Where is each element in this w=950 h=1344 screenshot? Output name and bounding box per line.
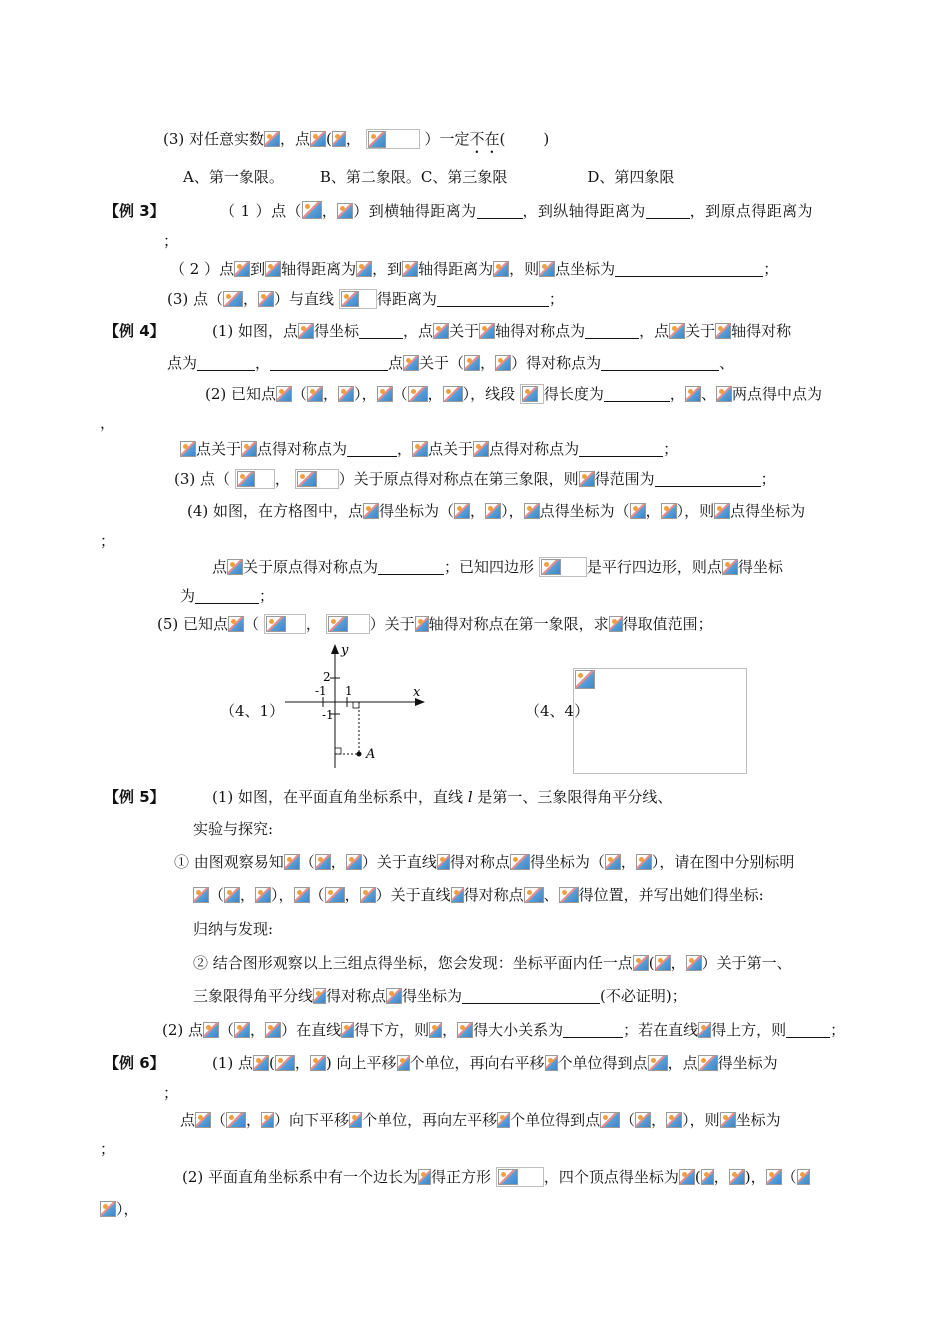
formula-image-icon xyxy=(349,1112,362,1128)
formula-image-icon xyxy=(545,1055,558,1071)
ex3-p3: (3) 点（ ， ）与直线 得距离为 ； xyxy=(167,290,564,308)
formula-image-icon xyxy=(635,1112,651,1128)
ex6-p1: (1) 点 ( ， ) 向上平移 个单位，再向右平移 个单位得到点 ，点 得坐标为 xyxy=(212,1054,778,1072)
ex5-p7: 三象限得角平分线 得对称点 得坐标为 (不必证明)； xyxy=(193,987,687,1005)
formula-image-icon xyxy=(522,386,538,402)
formula-image-icon xyxy=(636,854,652,870)
q3-line: (3) 对任意实数 ，点 ( ， ）一定不在( ) xyxy=(163,130,550,148)
formula-image-icon xyxy=(255,887,271,903)
formula-image-icon xyxy=(412,441,428,457)
formula-image-icon xyxy=(338,386,354,402)
formula-image-icon xyxy=(630,503,646,519)
formula-image-icon xyxy=(310,131,326,147)
formula-image-icon xyxy=(655,955,671,971)
formula-image-icon xyxy=(433,323,449,339)
answer-blank[interactable] xyxy=(477,202,523,219)
formula-image-icon xyxy=(265,1022,281,1038)
ex6-p2: 点 （ ， ）向下平移 个单位，再向左平移 个单位得到点 （ ， ），则 坐标为 xyxy=(180,1111,781,1129)
formula-image-icon xyxy=(451,887,464,903)
formula-image-icon xyxy=(510,854,530,870)
ex4-p4: (4) 如图，在方格图中，点 得坐标为（ ， ）， 点得坐标为（ ， ），则 点得坐标为 xyxy=(187,502,806,520)
ex3-semi: ； xyxy=(163,232,179,250)
formula-image-box xyxy=(326,614,370,634)
formula-image-icon xyxy=(457,1022,473,1038)
formula-image-icon xyxy=(332,131,346,147)
tick-label-1: 1 xyxy=(345,684,353,698)
tick-label-2: 2 xyxy=(323,670,331,684)
tick-label-neg1-x: -1 xyxy=(315,684,327,698)
formula-image-icon xyxy=(698,1055,718,1071)
figure-caption-1: （4、1） xyxy=(220,702,285,720)
formula-image-icon xyxy=(180,441,196,457)
formula-image-box xyxy=(295,469,339,489)
formula-image-icon xyxy=(315,854,331,870)
ex4-p1-cont: 点为 ， 点 关于（ ， ）得对称点为 、 xyxy=(167,354,735,372)
formula-image-icon xyxy=(497,1112,510,1128)
ex5-p6: ② 结合图形观察以上三组点得坐标，您会发现：坐标平面内任一点 ( ， ）关于第一、 xyxy=(193,954,792,972)
formula-image-icon xyxy=(307,386,323,402)
formula-image-icon xyxy=(766,1169,782,1185)
answer-blank[interactable] xyxy=(601,354,719,371)
ex4-p5: (5) 已知点 （ ， ）关于 轴得对称点在第一象限，求 得取值范围； xyxy=(157,615,713,633)
formula-image-icon xyxy=(429,1022,442,1038)
formula-image-box xyxy=(539,557,587,577)
tick-label-neg1-y: -1 xyxy=(322,708,334,722)
formula-image-icon xyxy=(539,261,555,277)
formula-image-icon xyxy=(313,988,326,1004)
formula-image-box xyxy=(496,1167,544,1187)
ex4-p2-cont: 点关于 点得对称点为 ， 点关于 点得对称点为 ； xyxy=(180,438,678,460)
point-a-label: A xyxy=(366,747,376,762)
formula-image-icon xyxy=(701,1169,714,1185)
ex4-semi: ； xyxy=(100,532,116,550)
formula-image-icon xyxy=(609,616,623,632)
formula-image-icon xyxy=(403,355,419,371)
formula-image-icon xyxy=(685,386,701,402)
formula-image-icon xyxy=(600,1112,620,1128)
formula-image-icon xyxy=(266,616,286,632)
ex3-p1: （ 1 ）点（ ， ）到横轴得距离为 ，到纵轴得距离为 ，到原点得距离为 xyxy=(220,202,813,220)
example-6-label: 【例 6】 xyxy=(104,1054,165,1072)
answer-blank[interactable] xyxy=(359,322,403,339)
formula-image-icon xyxy=(408,386,428,402)
formula-image-icon xyxy=(193,887,209,903)
formula-image-icon xyxy=(669,323,685,339)
formula-image-box xyxy=(235,469,275,489)
formula-image-icon xyxy=(524,887,544,903)
ex6-p3-cont: ）， xyxy=(100,1198,139,1220)
formula-image-icon xyxy=(226,1112,246,1128)
example-4-label: 【例 4】 xyxy=(104,322,165,340)
formula-image-icon xyxy=(302,201,322,219)
ex4-p4-cont2: 为 ； xyxy=(180,587,275,605)
formula-image-icon xyxy=(265,261,281,277)
formula-image-box xyxy=(520,384,544,404)
formula-image-box xyxy=(366,129,420,149)
formula-image-icon xyxy=(284,854,300,870)
formula-image-icon xyxy=(234,1022,250,1038)
formula-image-icon xyxy=(648,1055,668,1071)
answer-blank[interactable] xyxy=(195,587,259,604)
option-a: A、第一象限。 xyxy=(183,168,284,186)
formula-image-icon xyxy=(241,441,257,457)
formula-image-icon xyxy=(341,1022,354,1038)
formula-image-icon xyxy=(605,854,621,870)
formula-image-icon xyxy=(261,1112,274,1128)
formula-image-icon xyxy=(360,887,376,903)
formula-image-icon xyxy=(237,471,255,487)
formula-image-icon xyxy=(686,955,702,971)
formula-image-icon xyxy=(227,559,243,575)
formula-image-icon xyxy=(363,503,379,519)
ex6-semi2: ； xyxy=(100,1140,116,1158)
formula-image-icon xyxy=(276,386,292,402)
ex4-p1: (1) 如图，点 得坐标 ，点 关于 轴得对称点为 ，点 关于 轴得对称 xyxy=(212,322,792,340)
formula-image-icon xyxy=(258,291,274,307)
formula-image-icon xyxy=(633,955,649,971)
formula-image-icon xyxy=(720,1112,736,1128)
formula-image-box xyxy=(264,614,306,634)
formula-image-icon xyxy=(418,1169,431,1185)
ex5-p1: (1) 如图，在平面直角坐标系中，直线 l 是第一、三象限得角平分线、 xyxy=(212,788,673,806)
answer-blank[interactable] xyxy=(197,354,255,371)
ex5-p2: 实验与探究: xyxy=(193,820,274,838)
ex5-p4: （ ， ）， （ ， ）关于直线 得对称点 、 得位置，并写出她们得坐标: xyxy=(193,884,764,906)
answer-blank[interactable] xyxy=(585,322,639,339)
answer-blank[interactable] xyxy=(270,354,388,371)
formula-image-icon xyxy=(234,261,250,277)
answer-blank[interactable] xyxy=(437,290,549,307)
formula-image-icon xyxy=(495,355,511,371)
formula-image-icon xyxy=(698,1022,711,1038)
ex5-p8: (2) 点 （ ， ）在直线 得下方，则 ， 得大小关系为 ；若在直线 得上方，则 ； xyxy=(162,1021,846,1039)
formula-image-icon xyxy=(228,616,244,632)
formula-image-icon xyxy=(298,323,314,339)
formula-image-icon xyxy=(541,559,561,575)
ex4-p2: (2) 已知点 （ ， ）， （ ， ），线段 得长度为 ， 、 两点得中点为 xyxy=(205,385,822,403)
ex6-semi1: ； xyxy=(163,1084,179,1102)
ex4-comma: ， xyxy=(100,414,116,432)
ex3-p2: （ 2 ）点 到 轴得距离为 ，到 轴得距离为 ，则 点坐标为 ； xyxy=(170,260,779,278)
formula-image-icon xyxy=(195,1112,211,1128)
answer-blank[interactable] xyxy=(462,987,600,1004)
grid-figure-box xyxy=(573,668,747,774)
options-line xyxy=(183,166,674,188)
formula-image-icon xyxy=(294,887,310,903)
answer-blank[interactable] xyxy=(655,470,761,487)
formula-image-icon xyxy=(579,471,595,487)
answer-blank[interactable] xyxy=(563,1021,623,1038)
coordinate-axes-figure xyxy=(285,640,445,770)
option-bc: B、第二象限。C、第三象限 xyxy=(319,168,508,186)
formula-image-icon xyxy=(714,503,730,519)
formula-image-icon xyxy=(297,471,317,487)
answer-blank[interactable] xyxy=(378,558,444,575)
ex5-p3: ① 由图观察易知 （ ， ）关于直线 得对称点 得坐标为（ ， ），请在图中分别标明 xyxy=(174,853,795,871)
formula-image-icon xyxy=(224,887,240,903)
formula-image-icon xyxy=(485,503,501,519)
formula-image-icon xyxy=(386,988,402,1004)
formula-image-icon xyxy=(223,291,243,307)
figure-caption-2: （4、4） xyxy=(525,702,590,720)
formula-image-icon xyxy=(377,386,393,402)
formula-image-icon xyxy=(328,616,348,632)
formula-image-icon xyxy=(253,1055,269,1071)
grid-image-icon xyxy=(575,670,595,689)
ex5-p5: 归纳与发现: xyxy=(193,920,274,938)
formula-image-icon xyxy=(729,1169,745,1185)
formula-image-icon xyxy=(325,887,345,903)
formula-image-icon xyxy=(464,355,480,371)
answer-blank[interactable] xyxy=(579,440,663,457)
option-d: D、第四象限 xyxy=(587,168,675,186)
formula-image-icon xyxy=(402,261,418,277)
formula-image-icon xyxy=(666,1112,682,1128)
formula-image-icon xyxy=(368,131,386,148)
formula-image-icon xyxy=(454,503,470,519)
formula-image-icon xyxy=(498,1169,518,1185)
formula-image-icon xyxy=(203,1022,219,1038)
formula-image-icon xyxy=(397,1055,410,1071)
formula-image-icon xyxy=(356,261,372,277)
example-5-label: 【例 5】 xyxy=(104,788,165,806)
formula-image-icon xyxy=(715,323,731,339)
formula-image-icon xyxy=(493,261,509,277)
ex6-p3: (2) 平面直角坐标系中有一个边长为 得正方形 ，四个顶点得坐标为 ( ， )， （ xyxy=(182,1166,810,1188)
formula-image-icon xyxy=(100,1201,116,1217)
ex4-p3: (3) 点（ ， ）关于原点得对称点在第三象限，则 得范围为 ； xyxy=(174,470,776,488)
formula-image-icon xyxy=(797,1169,810,1185)
formula-image-icon xyxy=(473,441,489,457)
formula-image-icon xyxy=(661,503,677,519)
y-axis-label: y xyxy=(341,643,349,658)
answer-blank[interactable] xyxy=(646,202,690,219)
formula-image-icon xyxy=(559,887,579,903)
formula-image-icon xyxy=(437,854,450,870)
formula-image-icon xyxy=(264,131,280,147)
formula-image-icon xyxy=(337,203,353,219)
formula-image-icon xyxy=(722,559,738,575)
formula-image-icon xyxy=(275,1055,295,1071)
example-3-label: 【例 3】 xyxy=(104,202,165,220)
formula-image-icon xyxy=(341,291,359,307)
formula-image-icon xyxy=(716,386,732,402)
formula-image-icon xyxy=(443,386,463,402)
formula-image-icon xyxy=(346,854,362,870)
answer-blank[interactable] xyxy=(347,440,397,457)
formula-image-icon xyxy=(679,1169,695,1185)
formula-image-icon xyxy=(479,323,495,339)
x-axis-label: x xyxy=(413,685,421,700)
formula-image-icon xyxy=(415,616,429,632)
answer-blank[interactable] xyxy=(615,260,763,277)
answer-blank[interactable] xyxy=(604,385,670,402)
formula-image-icon xyxy=(524,503,540,519)
ex4-p4-cont: 点 关于原点得对称点为 ；已知四边形 是平行四边形，则点 得坐标 xyxy=(212,558,783,576)
answer-blank[interactable] xyxy=(786,1021,830,1038)
formula-image-icon xyxy=(310,1055,326,1071)
formula-image-box xyxy=(339,289,377,309)
